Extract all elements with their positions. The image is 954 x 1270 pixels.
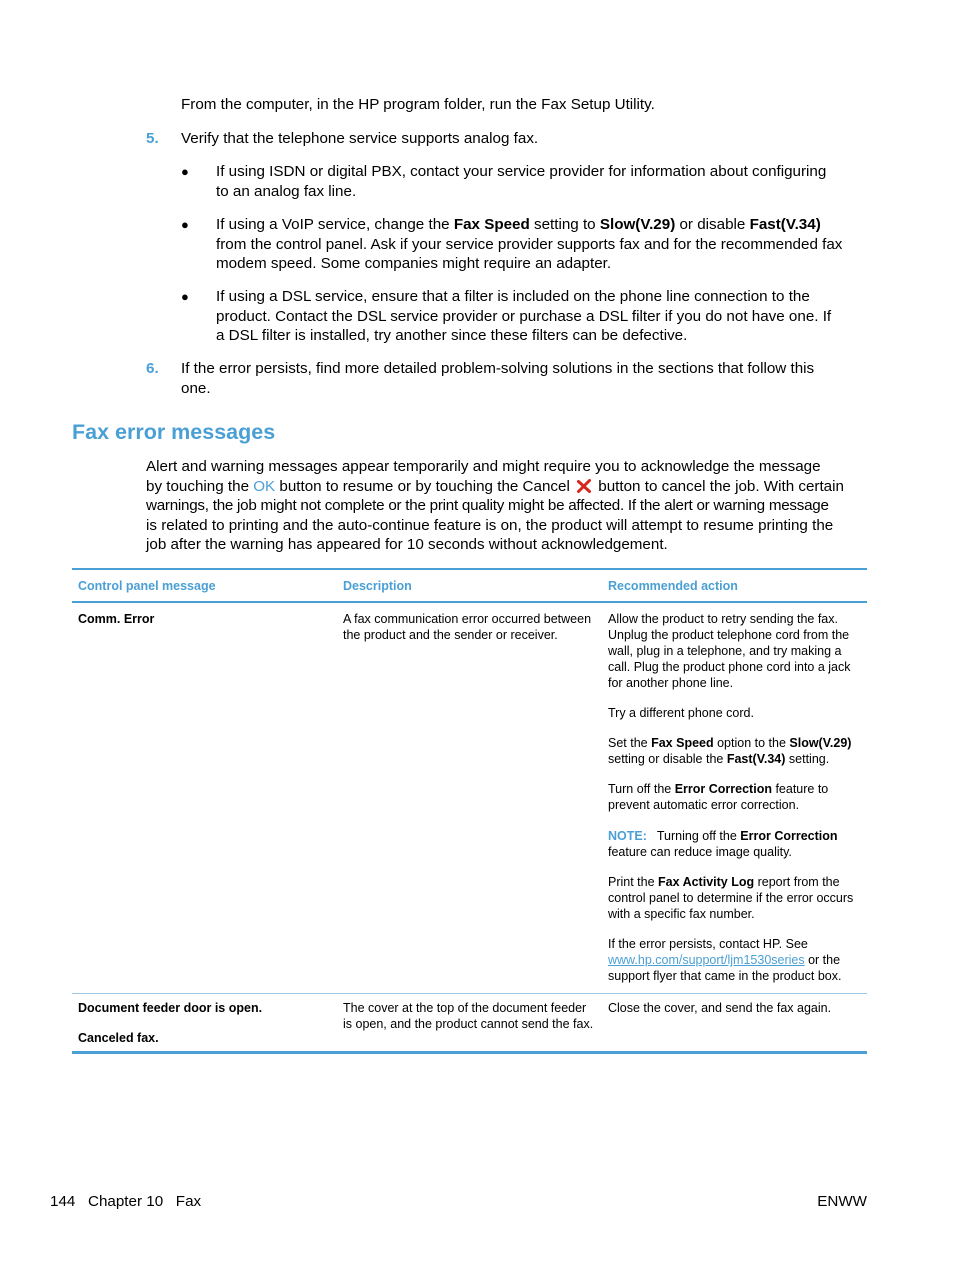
row2-message-canceled: Canceled fax.	[78, 1031, 159, 1045]
bullet-dsl-line2: product. Contact the DSL service provider or purchase a DSL filter if you do not have one. If	[216, 307, 832, 325]
bullet-dsl-line3: a DSL filter is installed, try another since these filters can be defective.	[216, 327, 688, 345]
intro-text: From the computer, in the HP program folder, run the Fax Setup Utility.	[181, 96, 655, 113]
row1-message: Comm. Error	[78, 612, 155, 626]
table-top-rule	[72, 568, 867, 570]
bullet-voip-line1: If using a VoIP service, change the Fax Speed setting to Slow(V.29) or disable Fast(V.34)	[216, 216, 821, 233]
ok-button-ref: OK	[253, 477, 276, 495]
action-retry: Allow the product to retry sending the fax. Unplug the product telephone cord from the wall, plug in a telephone, and try making a call. Plug the product phone cord into a jack for another phone line.	[608, 612, 851, 690]
header-control-panel-message: Control panel message	[78, 579, 216, 593]
bullet-isdn	[216, 162, 826, 201]
bullet-isdn-line2: to an analog fax line.	[216, 182, 357, 200]
step-number-5: 5.	[146, 130, 159, 147]
bullet-voip-line2: from the control panel. Ask if your service provider supports fax and for the recommended fax	[216, 235, 843, 253]
bullet-isdn-line1: If using ISDN or digital PBX, contact your service provider for information about configuring	[216, 163, 827, 180]
section-paragraph	[146, 457, 871, 555]
row2-message	[78, 1000, 262, 1046]
para-line1: Alert and warning messages appear temporarily and might require you to acknowledge the message	[146, 458, 821, 475]
row2-action: Close the cover, and send the fax again.	[608, 1001, 832, 1015]
step-6-text	[181, 359, 814, 398]
row2-message-door-open: Document feeder door is open.	[78, 1001, 263, 1015]
action-contact-hp: If the error persists, contact HP. See www.hp.com/support/ljm1530series or the support flyer that came in the product box.	[608, 937, 842, 983]
page-footer-right: ENWW	[817, 1193, 867, 1210]
cancel-x-icon	[576, 478, 592, 494]
action-note: NOTE: Turning off the Error Correction feature can reduce image quality.	[608, 829, 838, 859]
table-header-rule	[72, 601, 867, 603]
step-5-text: Verify that the telephone service supports analog fax.	[181, 130, 539, 147]
para-line5: job after the warning has appeared for 10 seconds without acknowledgement.	[146, 536, 668, 554]
bullet-dot: ●	[181, 289, 189, 304]
header-recommended-action: Recommended action	[608, 579, 738, 593]
bullet-dsl-line1: If using a DSL service, ensure that a filter is included on the phone line connection to the	[216, 288, 810, 305]
para-line4: is related to printing and the auto-continue feature is on, the product will attempt to resume printing the	[146, 516, 834, 534]
action-fax-activity-log: Print the Fax Activity Log report from the control panel to determine if the error occurs with a specific fax number.	[608, 875, 854, 921]
bullet-dsl	[216, 287, 831, 346]
row1-description: A fax communication error occurred between the product and the sender or receiver.	[343, 612, 592, 642]
step-number-6: 6.	[146, 360, 159, 377]
para-line3: warnings, the job might not complete or the print quality might be affected. If the alert or warning message	[146, 497, 829, 515]
para-line2: by touching the OK button to resume or by touching the Cancel button to cancel the job. With certain	[146, 477, 844, 495]
note-label: NOTE:	[608, 829, 647, 843]
section-title: Fax error messages	[72, 420, 276, 444]
row-divider	[72, 993, 867, 994]
support-link[interactable]: www.hp.com/support/ljm1530series	[608, 953, 805, 967]
page-footer-left: 144 Chapter 10 Fax	[50, 1193, 202, 1210]
row1-action	[608, 611, 868, 984]
action-fax-speed: Set the Fax Speed option to the Slow(V.29) setting or disable the Fast(V.34) setting.	[608, 736, 852, 766]
step-6-line2: one.	[181, 379, 211, 397]
bullet-voip	[216, 215, 876, 274]
step-6-line1: If the error persists, find more detailed problem-solving solutions in the sections that follow this	[181, 360, 815, 377]
row2-description: The cover at the top of the document feeder is open, and the product cannot send the fax.	[343, 1001, 594, 1031]
bullet-voip-line3: modem speed. Some companies might require an adapter.	[216, 255, 612, 273]
bullet-dot: ●	[181, 217, 189, 232]
action-phone-cord: Try a different phone cord.	[608, 706, 754, 720]
action-error-correction: Turn off the Error Correction feature to prevent automatic error correction.	[608, 782, 829, 812]
bullet-dot: ●	[181, 164, 189, 179]
header-description: Description	[343, 579, 412, 593]
table-bottom-rule	[72, 1051, 867, 1054]
